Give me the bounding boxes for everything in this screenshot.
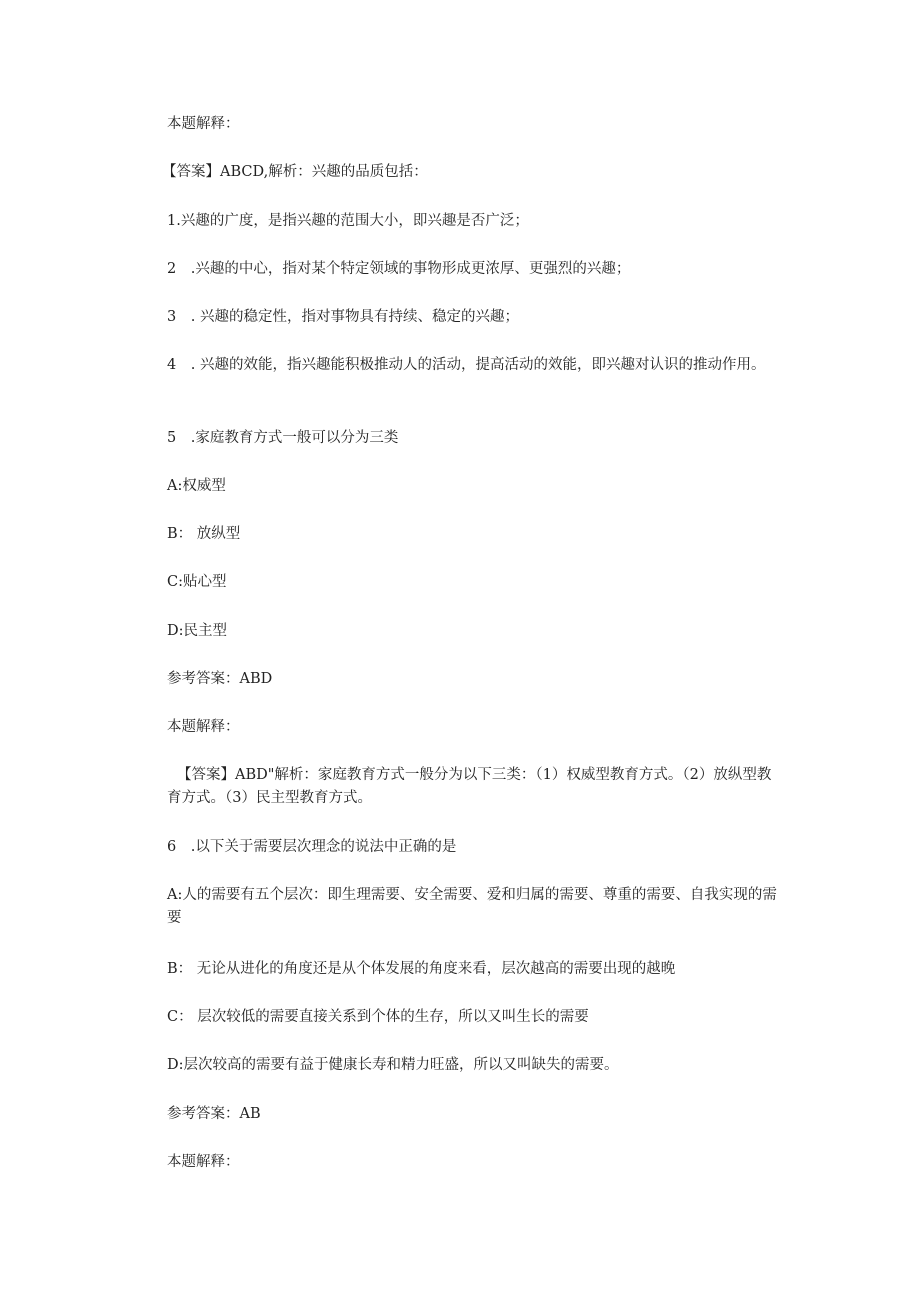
answer-analysis: 【答案】ABCD,解析：兴趣的品质包括：: [162, 164, 428, 180]
question-5-option-d: D:民主型: [167, 623, 228, 639]
question-5-analysis: 【答案】ABD"解析：家庭教育方式一般分为以下三类：（1）权威型教育方式。（2）放纵型教育方式。（3）民主型教育方式。: [167, 767, 772, 806]
question-6-option-a: A:人的需要有五个层次：即生理需要、安全需要、爱和归属的需要、尊重的需要、自我实现的需要: [167, 887, 777, 926]
question-5-stem: 5 .家庭教育方式一般可以分为三类: [167, 430, 399, 446]
explain-label: 本题解释：: [167, 116, 240, 132]
point-1: 1.兴趣的广度，是指兴趣的范围大小，即兴趣是否广泛；: [167, 213, 529, 229]
point-2: 2 .兴趣的中心，指对某个特定领域的事物形成更浓厚、更强烈的兴趣；: [167, 261, 631, 277]
question-6-explain-label: 本题解释：: [167, 1154, 240, 1170]
point-3: 3 . 兴趣的稳定性，指对事物具有持续、稳定的兴趣；: [167, 309, 519, 325]
question-6-stem: 6 .以下关于需要层次理念的说法中正确的是: [167, 839, 457, 855]
question-6-option-b: B： 无论从进化的角度还是从个体发展的角度来看，层次越高的需要出现的越晚: [167, 961, 676, 977]
question-6-reference-answer: 参考答案：AB: [167, 1106, 261, 1122]
question-5-option-b: B： 放纵型: [167, 526, 241, 542]
question-5-option-c: C:贴心型: [167, 574, 227, 590]
question-6-option-c: C： 层次较低的需要直接关系到个体的生存，所以又叫生长的需要: [167, 1009, 589, 1025]
question-5-explain-label: 本题解释：: [167, 719, 240, 735]
point-4: 4 . 兴趣的效能，指兴趣能积极推动人的活动，提高活动的效能，即兴趣对认识的推动作用。: [167, 357, 766, 373]
question-5-option-a: A:权威型: [167, 478, 226, 494]
question-5-reference-answer: 参考答案：ABD: [167, 671, 273, 687]
question-6-option-d: D:层次较高的需要有益于健康长寿和精力旺盛，所以又叫缺失的需要。: [167, 1057, 619, 1073]
